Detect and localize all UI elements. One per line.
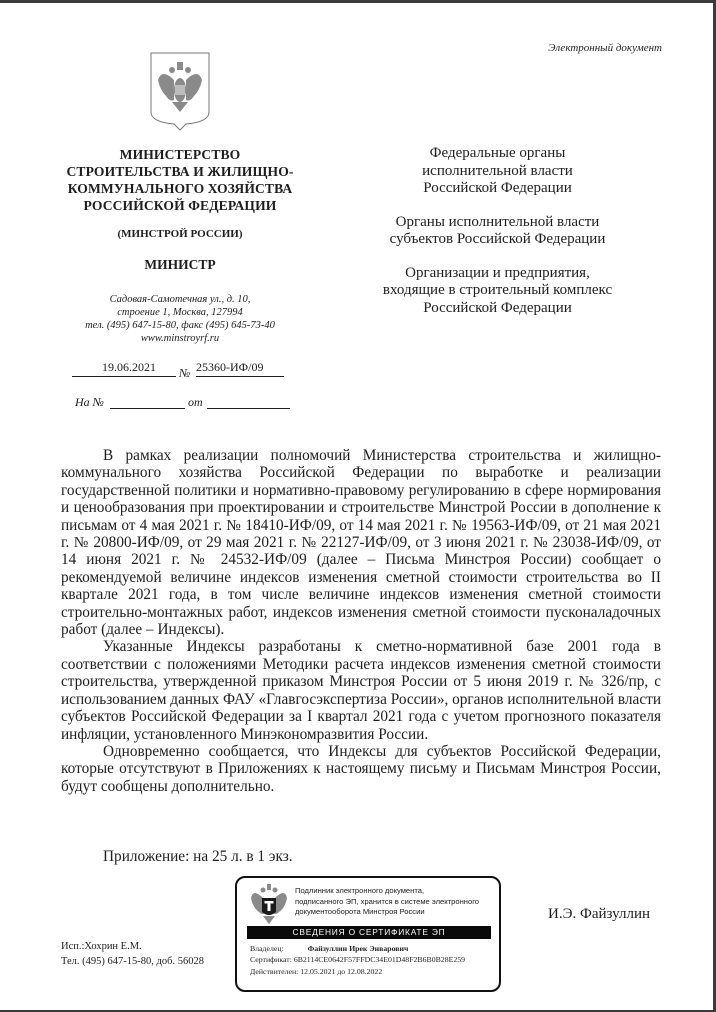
electronic-document-mark: Электронный документ [548, 42, 662, 54]
ministry-name-line: СТРОИТЕЛЬСТВА И ЖИЛИЩНО- [66, 164, 294, 179]
address-line: строение 1, Москва, 127994 [117, 307, 243, 318]
registration-date: 19.06.2021 [102, 360, 156, 374]
website-link[interactable]: www.minstroyrf.ru [140, 333, 220, 344]
russian-coat-of-arms-icon [148, 50, 212, 132]
certificate-info-title: СВЕДЕНИЯ О СЕРТИФИКАТЕ ЭП [247, 926, 491, 939]
executor-name: Исп.:Хохрин Е.М. [61, 941, 142, 952]
reference-line [75, 395, 290, 415]
certificate-serial-row [250, 954, 500, 965]
certificate-value: 6B2114CE0642F57FFDC34E01D48F2B6B0B28E259 [293, 955, 466, 965]
ministry-short-name: (МИНСТРОЙ РОССИИ) [117, 228, 243, 240]
sender-block [55, 50, 305, 345]
certificate-label: Сертификат: [250, 955, 292, 965]
certificate-validity-row [250, 966, 500, 977]
ministry-name [55, 146, 305, 214]
reference-number-label: На № [75, 395, 104, 409]
executor-phone: Тел. (495) 647-15-80, доб. 56028 [61, 955, 204, 967]
owner-label: Владелец: [250, 944, 284, 953]
number-underline [196, 376, 284, 377]
validity-label: Действителен: [250, 966, 299, 976]
body-paragraph: В рамках реализации полномочий Министерства строительства и жилищно-коммунального хозяйства Российской Федерации по выработке и реализации государственной политики и нормативно-правовому регулированию в сфере нормирования и ценообразования при проектировании и строительстве Минстрой России в дополнение к письмам от 4 мая 2021 г. № 18410-ИФ/09, от 14 мая 2021 г. № 19563-ИФ/09, от 21 мая 2021 г. № 20800-ИФ/09, от 29 мая 2021 г. № 22127-ИФ/09, от 3 июня 2021 г. № 23038-ИФ/09, от 14 июня 2021 г. № 24532-ИФ/09 (далее – Письма Минстроя России) сообщает о рекомендуемой величине индексов изменения сметной стоимости строительства во II квартале 2021 года, в том числе величине индексов изменения сметной стоимости строительно-монтажных работ, индексов изменения сметной стоимости пусконаладочных работ (далее – Индексы). [61, 447, 661, 639]
address-line: тел. (495) 647-15-80, факс (495) 645-73-40 [85, 320, 275, 331]
addressee [360, 265, 635, 318]
addressee-line: Федеральные органы [429, 145, 566, 161]
sender-position: МИНИСТР [144, 257, 216, 272]
registration-line [72, 360, 284, 382]
reference-date-underline [207, 408, 290, 409]
viewer-frame-top [0, 0, 716, 3]
addressee-line: Организации и предприятия, [405, 264, 590, 281]
addressees-block [360, 145, 635, 333]
signer-name: И.Э. Файзуллин [548, 906, 650, 922]
body-paragraph: Одновременно сообщается, что Индексы для субъектов Российской Федерации, которые отсутствуют в Приложениях к настоящему письму и Письмам Минстроя России, будут сообщены дополнительно. [61, 742, 661, 795]
addressee-line: субъектов Российской Федерации [389, 231, 606, 247]
ministry-name-line: МИНИСТЕРСТВО [119, 147, 241, 162]
addressee-line: входящие в строительный комплекс [382, 282, 613, 298]
reference-number-underline [110, 408, 185, 409]
addressee-line: Российской Федерации [423, 299, 572, 316]
ministry-name-line: КОММУНАЛЬНОГО ХОЗЯЙСТВА [67, 181, 293, 196]
stamp-note-line: Подлинник электронного документа, [295, 886, 425, 895]
validity-value: 12.05.2021 до 12.08.2022 [300, 966, 383, 976]
addressee-line: исполнительной власти [422, 162, 573, 179]
stamp-note [295, 886, 500, 918]
electronic-signature-stamp [235, 876, 501, 992]
addressee [360, 145, 635, 198]
registration-number: 25360-ИФ/09 [196, 360, 264, 374]
date-underline [72, 376, 176, 377]
stamp-note-line: документооборота Минстроя России [295, 907, 425, 916]
addressee-line: Российской Федерации [423, 180, 572, 196]
certificate-owner-row [250, 943, 500, 954]
addressee-line: Органы исполнительной власти [395, 213, 600, 230]
body-paragraph: Указанные Индексы разработаны к сметно-нормативной базе 2001 года в соответствии с положениями Методики расчета индексов изменения сметной стоимости строительства, утвержденной приказом Минстроя России от 5 июня 2019 г. № 326/пр, с использованием данных ФАУ «Главгосэкспертиза России», органов исполнительной власти субъектов Российской Федерации за I квартал 2021 года с учетом прогнозного показателя инфляции, установленного Минэкономразвития России. [61, 638, 662, 743]
certificate-details [250, 943, 500, 977]
reference-date-label: от [188, 395, 203, 409]
attachment-note: Приложение: на 25 л. в 1 экз. [103, 848, 293, 865]
stamp-note-line: подписанного ЭП, хранится в системе электронного [295, 896, 480, 906]
ministry-emblem-icon [249, 882, 289, 926]
letter-body [61, 447, 661, 795]
number-sign: № [179, 366, 191, 380]
owner-name: Файзуллин Ирек Энварович [307, 944, 409, 953]
address-line: Садовая-Самотечная ул., д. 10, [109, 294, 251, 305]
addressee [360, 214, 635, 249]
executor-block [61, 940, 204, 969]
sender-address [55, 293, 305, 345]
ministry-name-line: РОССИЙСКОЙ ФЕДЕРАЦИИ [83, 198, 277, 213]
